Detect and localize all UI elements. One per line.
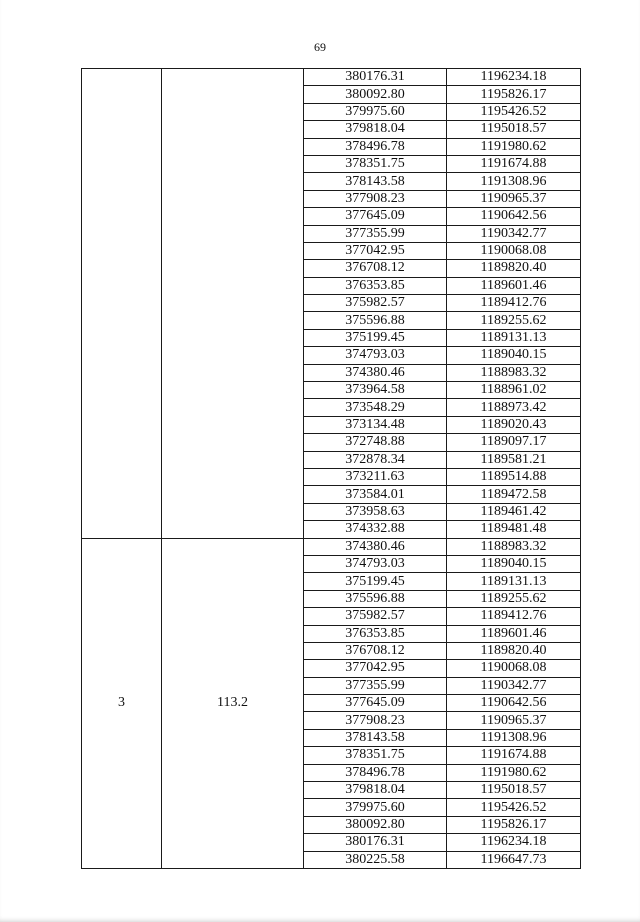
x-coordinate-cell: 372748.88 [304, 434, 447, 451]
y-coordinate-cell: 1195826.17 [447, 86, 581, 103]
y-coordinate-cell: 1189514.88 [447, 468, 581, 485]
y-coordinate-cell: 1189131.13 [447, 329, 581, 346]
x-coordinate-cell: 373958.63 [304, 503, 447, 520]
y-coordinate-cell: 1196647.73 [447, 851, 581, 868]
y-coordinate-cell: 1195018.57 [447, 121, 581, 138]
x-coordinate-cell: 377042.95 [304, 242, 447, 259]
x-coordinate-cell: 374793.03 [304, 347, 447, 364]
x-coordinate-cell: 373964.58 [304, 382, 447, 399]
x-coordinate-cell: 380225.58 [304, 851, 447, 868]
y-coordinate-cell: 1189601.46 [447, 277, 581, 294]
y-coordinate-cell: 1190965.37 [447, 712, 581, 729]
y-coordinate-cell: 1191308.96 [447, 729, 581, 746]
y-coordinate-cell: 1189040.15 [447, 347, 581, 364]
parcel-area-cell: 113.2 [162, 538, 304, 868]
y-coordinate-cell: 1190965.37 [447, 190, 581, 207]
y-coordinate-cell: 1189820.40 [447, 642, 581, 659]
x-coordinate-cell: 376353.85 [304, 277, 447, 294]
x-coordinate-cell: 375982.57 [304, 608, 447, 625]
x-coordinate-cell: 374380.46 [304, 538, 447, 555]
x-coordinate-cell: 380176.31 [304, 834, 447, 851]
y-coordinate-cell: 1189461.42 [447, 503, 581, 520]
y-coordinate-cell: 1189412.76 [447, 608, 581, 625]
y-coordinate-cell: 1190642.56 [447, 208, 581, 225]
y-coordinate-cell: 1191674.88 [447, 155, 581, 172]
x-coordinate-cell: 375596.88 [304, 312, 447, 329]
parcel-area-cell [162, 69, 304, 539]
x-coordinate-cell: 374332.88 [304, 521, 447, 538]
table-row [82, 538, 581, 555]
x-coordinate-cell: 377908.23 [304, 712, 447, 729]
y-coordinate-cell: 1190068.08 [447, 660, 581, 677]
x-coordinate-cell: 378496.78 [304, 138, 447, 155]
x-coordinate-cell: 377042.95 [304, 660, 447, 677]
y-coordinate-cell: 1191308.96 [447, 173, 581, 190]
x-coordinate-cell: 376353.85 [304, 625, 447, 642]
y-coordinate-cell: 1189040.15 [447, 555, 581, 572]
x-coordinate-cell: 379818.04 [304, 121, 447, 138]
parcel-number-cell [82, 69, 162, 539]
x-coordinate-cell: 377645.09 [304, 208, 447, 225]
x-coordinate-cell: 378351.75 [304, 155, 447, 172]
x-coordinate-cell: 379818.04 [304, 782, 447, 799]
y-coordinate-cell: 1191674.88 [447, 747, 581, 764]
x-coordinate-cell: 375199.45 [304, 329, 447, 346]
y-coordinate-cell: 1196234.18 [447, 69, 581, 86]
y-coordinate-cell: 1189020.43 [447, 416, 581, 433]
x-coordinate-cell: 380176.31 [304, 69, 447, 86]
y-coordinate-cell: 1190342.77 [447, 677, 581, 694]
x-coordinate-cell: 377645.09 [304, 695, 447, 712]
y-coordinate-cell: 1189601.46 [447, 625, 581, 642]
page-number: 69 [314, 40, 326, 54]
y-coordinate-cell: 1195426.52 [447, 103, 581, 120]
y-coordinate-cell: 1189481.48 [447, 521, 581, 538]
x-coordinate-cell: 375596.88 [304, 590, 447, 607]
y-coordinate-cell: 1188983.32 [447, 364, 581, 381]
x-coordinate-cell: 379975.60 [304, 799, 447, 816]
x-coordinate-cell: 373548.29 [304, 399, 447, 416]
y-coordinate-cell: 1188983.32 [447, 538, 581, 555]
x-coordinate-cell: 377908.23 [304, 190, 447, 207]
y-coordinate-cell: 1188961.02 [447, 382, 581, 399]
x-coordinate-cell: 373584.01 [304, 486, 447, 503]
x-coordinate-cell: 377355.99 [304, 677, 447, 694]
x-coordinate-cell: 379975.60 [304, 103, 447, 120]
x-coordinate-cell: 375982.57 [304, 295, 447, 312]
y-coordinate-cell: 1191980.62 [447, 138, 581, 155]
x-coordinate-cell: 378143.58 [304, 173, 447, 190]
x-coordinate-cell: 373211.63 [304, 468, 447, 485]
x-coordinate-cell: 378496.78 [304, 764, 447, 781]
x-coordinate-cell: 376708.12 [304, 260, 447, 277]
y-coordinate-cell: 1189581.21 [447, 451, 581, 468]
y-coordinate-cell: 1191980.62 [447, 764, 581, 781]
y-coordinate-cell: 1189255.62 [447, 312, 581, 329]
x-coordinate-cell: 374380.46 [304, 364, 447, 381]
x-coordinate-cell: 378143.58 [304, 729, 447, 746]
y-coordinate-cell: 1196234.18 [447, 834, 581, 851]
x-coordinate-cell: 378351.75 [304, 747, 447, 764]
table-row [82, 69, 581, 86]
y-coordinate-cell: 1190068.08 [447, 242, 581, 259]
y-coordinate-cell: 1189131.13 [447, 573, 581, 590]
y-coordinate-cell: 1195826.17 [447, 816, 581, 833]
y-coordinate-cell: 1195426.52 [447, 799, 581, 816]
x-coordinate-cell: 374793.03 [304, 555, 447, 572]
y-coordinate-cell: 1189412.76 [447, 295, 581, 312]
y-coordinate-cell: 1190642.56 [447, 695, 581, 712]
y-coordinate-cell: 1195018.57 [447, 782, 581, 799]
y-coordinate-cell: 1189097.17 [447, 434, 581, 451]
x-coordinate-cell: 372878.34 [304, 451, 447, 468]
x-coordinate-cell: 373134.48 [304, 416, 447, 433]
y-coordinate-cell: 1189472.58 [447, 486, 581, 503]
y-coordinate-cell: 1190342.77 [447, 225, 581, 242]
x-coordinate-cell: 375199.45 [304, 573, 447, 590]
coordinate-table-body [82, 69, 581, 869]
y-coordinate-cell: 1188973.42 [447, 399, 581, 416]
x-coordinate-cell: 377355.99 [304, 225, 447, 242]
x-coordinate-cell: 380092.80 [304, 86, 447, 103]
y-coordinate-cell: 1189820.40 [447, 260, 581, 277]
parcel-number-cell: 3 [82, 538, 162, 868]
coordinate-table [81, 68, 581, 869]
y-coordinate-cell: 1189255.62 [447, 590, 581, 607]
x-coordinate-cell: 376708.12 [304, 642, 447, 659]
x-coordinate-cell: 380092.80 [304, 816, 447, 833]
